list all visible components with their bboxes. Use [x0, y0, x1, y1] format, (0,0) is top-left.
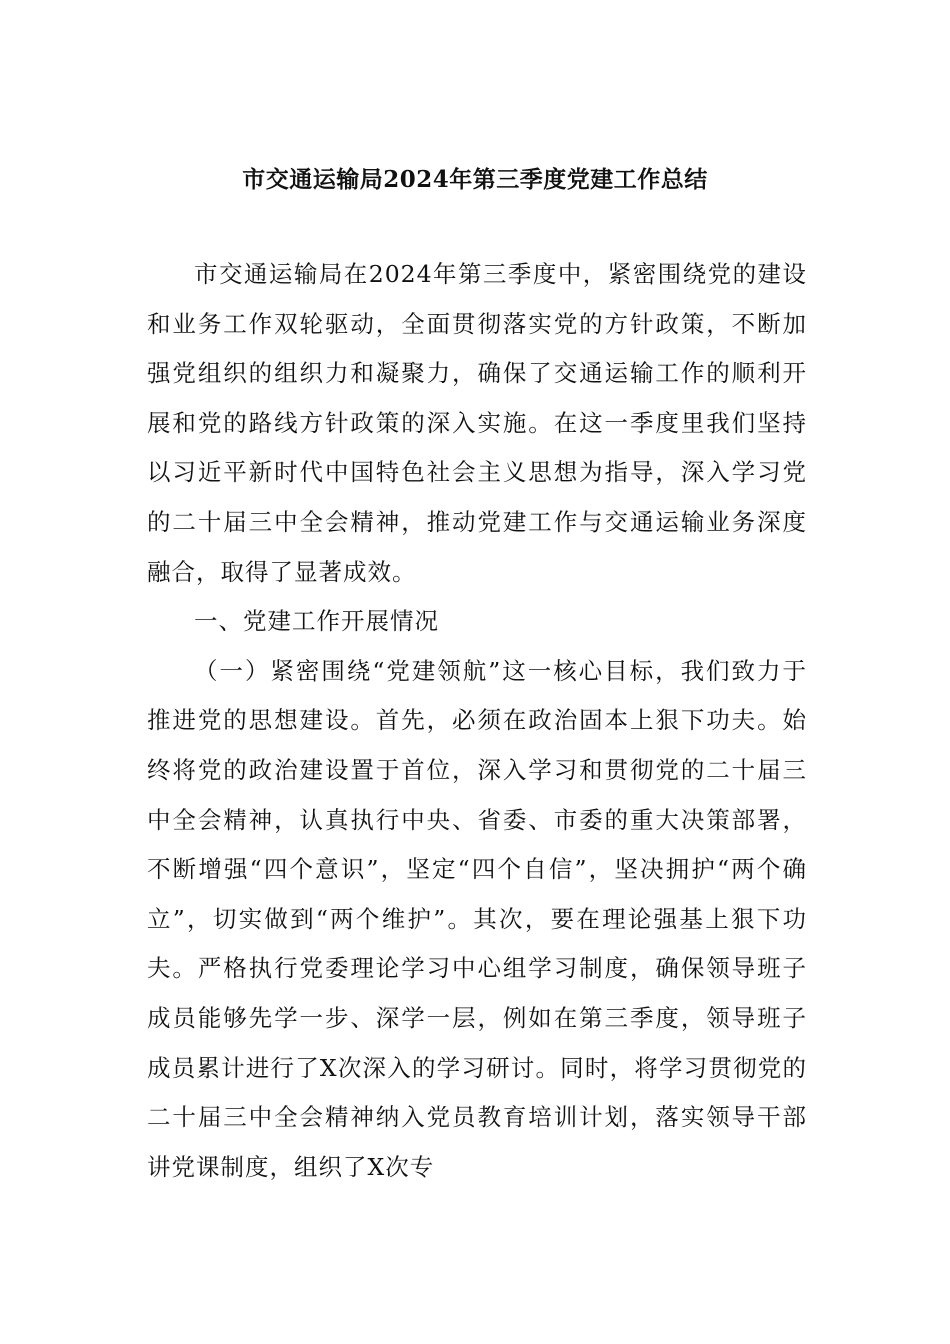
section-heading-1: 一、党建工作开展情况	[194, 607, 439, 636]
document-title: 市交通运输局2024年第三季度党建工作总结	[242, 166, 708, 193]
paragraph-intro: 市交通运输局在2024年第三季度中，紧密围绕党的建设和业务工作双轮驱动，全面贯彻落实党的方针政策，不断加强党组织的组织力和凝聚力，确保了交通运输工作的顺利开展和党的路线方针政策的深入实施。在这一季度里我们坚持以习近平新时代中国特色社会主义思想为指导，深入学习党的二十届三中全会精神，推动党建工作与交通运输业务深度融合，取得了显著成效。	[147, 260, 807, 586]
document-body	[147, 250, 807, 1192]
paragraph-section-1-1: （一）紧密围绕“党建领航”这一核心目标，我们致力于推进党的思想建设。首先，必须在政治固本上狠下功夫。始终将党的政治建设置于首位，深入学习和贯彻党的二十届三中全会精神，认真执行中央、省委、市委的重大决策部署，不断增强“四个意识”，坚定“四个自信”，坚决拥护“两个确立”，切实做到“两个维护”。其次，要在理论强基上狠下功夫。严格执行党委理论学习中心组学习制度，确保领导班子成员能够先学一步、深学一层，例如在第三季度，领导班子成员累计进行了X次深入的学习研讨。同时，将学习贯彻党的二十届三中全会精神纳入党员教育培训计划，落实领导干部讲党课制度，组织了X次专	[147, 656, 807, 1181]
